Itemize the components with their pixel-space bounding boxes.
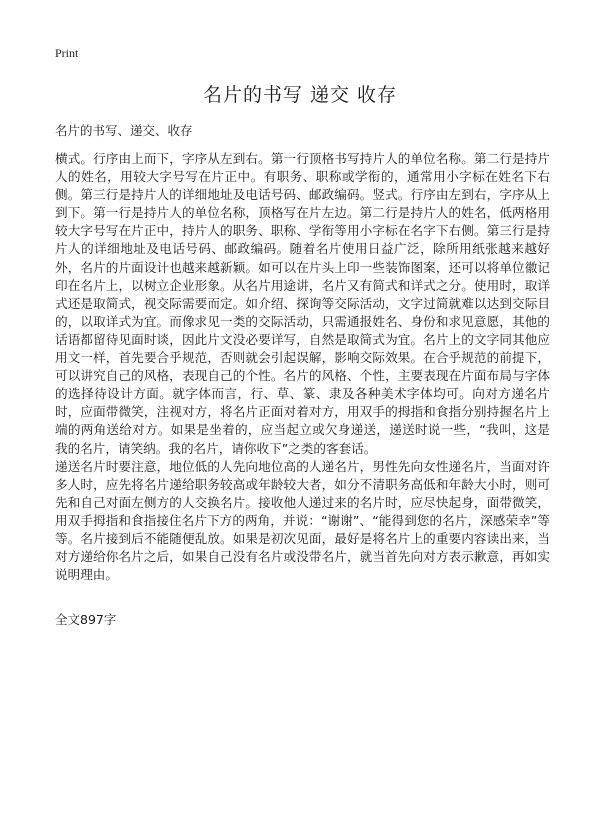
paragraph: 递送名片时要注意，地位低的人先向地位高的人递名片，男性先向女性递名片，当面对许多人时，应先将名片递给职务较高或年龄较大者，如分不清职务高低和年龄大小时，则可先和自己对面左侧方的人交换名片。接收他人递过来的名片时，应尽快起身，面带微笑，用双手拇指和食指接住名片下方的两角，并说：“谢谢”、“能得到您的名片，深感荣幸”等等。名片接到后不能随便乱放。如果是初次见面，最好是将名片上的重要内容读出来，当对方递给你名片之后，如果自己没有名片或没带名片，就当首先向对方表示歉意，再如实说明理由。 [55, 458, 550, 583]
page-title: 名片的书写 递交 收存 [202, 84, 398, 106]
word-count: 全文897字 [55, 612, 117, 627]
article-body [55, 150, 550, 584]
print-link[interactable]: Print [55, 46, 79, 60]
paragraph: 横式。行序由上而下，字序从左到右。第一行顶格书写持片人的单位名称。第二行是持片人的姓名，用较大字号写在片正中。有职务、职称或学衔的，通常用小字标在姓名下右侧。第三行是持片人的详细地址及电话号码、邮政编码。竖式。行序由左到右，字序从上到下。第一行是持片人的单位名称，顶格写在片左边。第二行是持片人的姓名，低两格用较大字号写在片正中，持片人的职务、职称、学衔等用小字标在名字下右侧。第三行是持片人的详细地址及电话号码、邮政编码。随着名片使用日益广泛，除所用纸张越来越好外，名片的片面设计也越来越新颖。如可以在片头上印一些装饰图案，还可以将单位徽记印在名片上，以树立企业形象。从名片用途讲，名片又有简式和详式之分。使用时，取详式还是取简式，视交际需要而定。如介绍、探询等交际活动，文字过简就难以达到交际目的，以取详式为宜。而像求见一类的交际活动，只需通报姓名、身份和求见意愿，其他的话语都留待见面时谈，因此片文没必要详写，自然是取简式为宜。名片上的文字同其他应用文一样，首先要合乎规范，否则就会引起误解，影响交际效果。在合乎规范的前提下，可以讲究自己的风格，表现自己的个性。名片的风格、个性，主要表现在片面布局与字体的选择待设计方面。就字体而言，行、草、篆、隶及各种美术字体均可。向对方递名片时，应面带微笑，注视对方，将名片正面对着对方，用双手的拇指和食指分别持握名片上端的两角送给对方。如果是坐着的，应当起立或欠身递送，递送时说一些，“我叫，这是我的名片，请笑纳。我的名片，请你收下”之类的客套话。 [55, 151, 550, 456]
subtitle: 名片的书写、递交、收存 [55, 123, 193, 138]
